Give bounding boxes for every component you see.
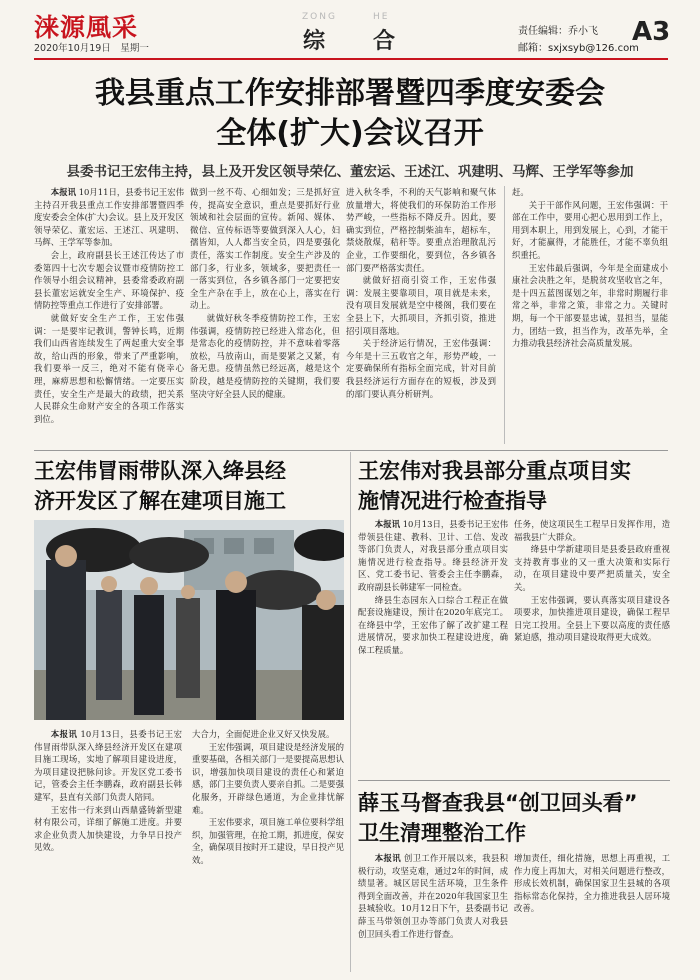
column-divider	[504, 186, 505, 444]
article4-headline-line2: 卫生清理整治工作	[358, 821, 526, 845]
lead-paragraph: 赶。	[512, 187, 529, 197]
lead-paragraph: 进入秋冬季，不利的天气影响和聚气体放量增大，将使我们的环保防治工作形势严峻，一些指标不降反升。因此，要确实到位，严格控制柴油车，超标车，禁烧散煤，秸秆等。要重点治理散乱污企业，工作要细化，要到位，各乡镇各部门要严格落实责任。	[346, 187, 496, 273]
lead-column-2	[190, 186, 340, 444]
article3-headline	[358, 456, 673, 516]
article2-paragraph: 本报讯 10月13日，县委书记王宏伟冒雨带队深入绛县经济开发区在建项目施工现场，实地了解项目建设进度，为项目建设把脉问诊。开发区党工委书记，管委会主任李鹏森，政府副县长韩建军，县直有关部门负责人陪同。	[34, 729, 182, 802]
page-number: A3	[632, 17, 671, 47]
editor-credit: 责任编辑：乔小飞	[518, 26, 598, 37]
news-photo	[34, 520, 344, 720]
editor-email: 邮箱：sxjxsyb@126.com	[518, 43, 639, 54]
article2-headline-line1: 王宏伟冒雨带队深入绛县经	[34, 459, 286, 483]
lead-paragraph: 关于干部作风问题，王宏伟强调：干部在工作中，要用心把心思用到工作上，用到本职上，用到发展上，心到，才能干好，才能赢得，才能胜任，才能不辜负组织重托。	[512, 199, 668, 260]
lead-paragraph: 王宏伟最后强调，今年是全面建成小康社会决胜之年，是脱贫攻坚收官之年，是十四五蓝图谋划之年，非常时期履行非常之举，非常之策，非常之力。关键时期，每一个干部要显忠诚，显担当，显能力，团结一致，担当作为，改革先举，全力推动我县经济社会高质量发展。	[512, 262, 668, 349]
column-divider	[350, 452, 351, 972]
lead-column-4	[512, 186, 668, 444]
lead-headline	[0, 74, 700, 154]
section-divider	[34, 450, 668, 451]
page-header	[0, 0, 700, 60]
section-char-2: 合	[373, 28, 396, 54]
article4-column-1	[358, 852, 508, 968]
lead-paragraph: 关于经济运行情况，王宏伟强调：今年是十三五收官之年，形势严峻，一定要确保所有指标全面完成，针对目前我县经济运行方面存在的短板，涉及到的部门要认真分析研判。	[346, 338, 496, 399]
article3-paragraph: 任务，使这项民生工程早日发挥作用，造福我县广大群众。	[514, 519, 670, 542]
byline: 本报讯	[50, 187, 76, 197]
lead-column-1	[34, 186, 184, 444]
article3-paragraph: 王宏伟强调，要认真落实项目建设各项要求，加快推进项目建设，确保工程早日完工投用。全县上下要以高度的责任感紧迫感，推动项目建设取得更大成效。	[514, 594, 670, 643]
section-pinyin-2: HE	[373, 12, 390, 22]
article2-column-2	[192, 728, 344, 968]
lead-subheadline: 县委书记王宏伟主持，县上及开发区领导荣亿、董宏运、王述江、巩建明、马辉、王学军等参加	[66, 164, 634, 180]
lead-headline-line1: 我县重点工作安排部署暨四季度安委会	[95, 76, 605, 111]
article3-column-1	[358, 518, 508, 768]
article2-paragraph: 大合力，全面促进企业又好又快发展。	[192, 729, 335, 739]
article3-headline-line1: 王宏伟对我县部分重点项目实	[358, 459, 631, 483]
article3-paragraph: 绛县中学新建项目是县委县政府重视支持教育事业的又一重大决策和实际行动，在项目建设中要严把质量关，安全关。	[514, 544, 670, 592]
lead-paragraph: 就做好安全生产工作，王宏伟强调：一是要牢记教训，警钟长鸣，近期我们山西省连续发生了两起重大安全事故，给山西的形象，带来了严重影响，我们要举一反三，绝对不能有侥幸心理，麻痹思想和松懈情绪。一定要压实责任，安全生产是最大的政绩，把关系人民群众生命财产安全的各项工作落实到位。	[34, 312, 184, 424]
article3-paragraph: 绛县生态园东入口综合工程正在做配套设施建设，预计在2020年底完工。在绛县中学，王宏伟了解了改扩建工程进展情况，要求加快工程建设进度，确保工程质量。	[358, 594, 508, 655]
lead-paragraph: 做到一丝不苟、心细如发；三是抓好宣传，提高安全意识，重点是要抓好行业领域和社会层面的宣传。新闻、媒体、微信、宣传标语等要做到深入人心，妇孺皆知，人人都当安全员，四是要强化责任，落实工作制度。安全生产涉及的部门多，行业多，领域多，要把责任一一落实到位，各乡镇各部门一定要把安全生产杂在手上，放在心上，落实在行动上。	[190, 187, 340, 311]
article2-headline-line2: 济开发区了解在建项目施工	[34, 489, 286, 513]
article2-paragraph: 王宏伟强调，项目建设是经济发展的重要基础，各相关部门一是要提高思想认识，增强加快项目建设的责任心和紧迫感，部门主要负责人要亲自抓。二是要强化服务，开辟绿色通道，为企业排忧解难。	[192, 741, 344, 815]
lead-paragraph: 就做好招商引资工作，王宏伟强调：发展主要靠项目，项目就是未来，没有项目发展就是空中楼阁，我们要在全县上下，大抓项目，齐抓引资，推进招引项目落地。	[346, 275, 496, 336]
byline: 本报讯	[374, 853, 401, 863]
article3-paragraph: 本报讯 10月13日，县委书记王宏伟带领县住建、教科、卫计、工信、发改等部门负责人，对我县部分重点项目实施情况进行检查指导。绛县经济开发区、党工委书记、管委会主任李鹏森，政府副县长韩建军一同检查。	[358, 519, 508, 592]
article2-paragraph: 王宏伟一行来到山西鼎盛铸新型建材有限公司，详细了解施工进度。并要求企业负责人加快建设，力争早日投产见效。	[34, 804, 182, 853]
article4-headline-line1: 薛玉马督查我县“创卫回头看”	[358, 791, 638, 815]
photo-illustration	[34, 520, 344, 720]
article4-headline	[358, 788, 673, 848]
article3-column-2	[514, 518, 670, 768]
section-char-1: 综	[303, 28, 326, 54]
article4-paragraph: 本报讯 创卫工作开展以来，我县积极行动，攻坚克难，通过2年的时间，成绩显著。城区居民生活环境，卫生条件得到全面改善，并在2020年我国家卫生县城验收。10月12日下午，县委副书记薛玉马带领创卫办等部门负责人对我县创卫回头看工作进行督查。	[358, 853, 508, 939]
byline: 本报讯	[374, 519, 400, 529]
article3-headline-line2: 施情况进行检查指导	[358, 489, 547, 513]
lead-paragraph: 会上，政府副县长王述江传达了市委第四十七次专题会议暨市疫情防控工作领导小组会议精神，县委常委政府副县长董宏运就安全生产、环境保护、疫情防控等重点工作进行了安排部署。	[34, 249, 184, 311]
article4-column-2	[514, 852, 670, 968]
section-pinyin-1: ZONG	[302, 12, 337, 22]
byline: 本报讯	[50, 729, 78, 739]
lead-headline-line2: 全体(扩大)会议召开	[216, 116, 484, 151]
header-rule	[34, 58, 668, 60]
article4-paragraph: 增加责任，细化措施，思想上再重视，工作力度上再加大，对相关问题进行整改，形成长效机制，确保国家卫生县城的各项指标常态化保持，全力推进我县人居环境改善。	[514, 853, 670, 914]
issue-date: 2020年10月19日 星期一	[34, 43, 149, 54]
lead-paragraph: 本报讯 10月11日，县委书记王宏伟主持召开我县重点工作安排部署暨四季度安委会全体(扩大)会议。县上及开发区领导荣亿、董宏运、王述江、巩建明、马辉、王学军等参加。	[34, 187, 184, 248]
masthead: 涞源風采	[34, 13, 139, 42]
article2-headline	[34, 456, 349, 516]
lead-paragraph: 就做好秋冬季疫情防控工作，王宏伟强调，疫情防控已经进入常态化，但是常态化的疫情防控，并不意味着零落放松，马放南山，而是要紧之又紧，有备无患。疫情虽然已经远离，越是这个阶段，越是疫情防控的关键期，我们要坚决守好全县人民的健康。	[190, 312, 340, 399]
article2-column-1	[34, 728, 182, 968]
article2-paragraph: 王宏伟要求，项目施工单位要科学组织，加强管理，在抢工期，抓进度，保安全，确保项目按时开工建设，早日投产见效。	[192, 817, 344, 865]
section-divider	[358, 780, 670, 781]
lead-column-3	[346, 186, 496, 444]
